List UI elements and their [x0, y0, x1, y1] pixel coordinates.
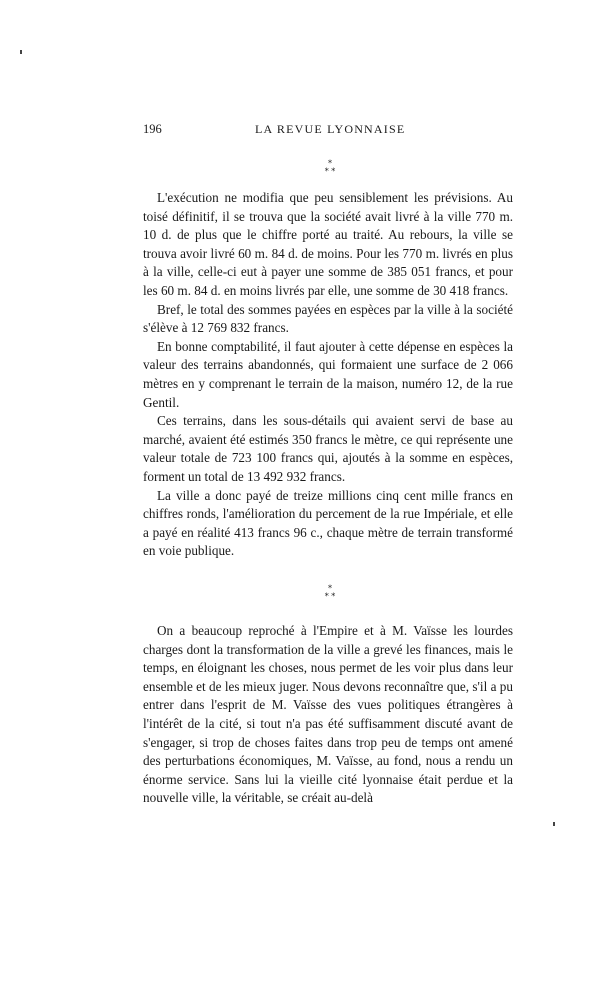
asterism-top: *: [328, 159, 332, 168]
section-separator-asterism: [300, 585, 360, 601]
print-speck: [20, 50, 22, 54]
asterism-top: *: [328, 584, 332, 593]
print-speck: [553, 822, 555, 826]
text-section-1: [143, 189, 513, 561]
paragraph: On a beaucoup reproché à l'Empire et à M. Vaïsse les lourdes charges dont la transformation de la ville a grevé les finances, mais le temps, en éloignant les choses, nous permet de les voir plus dans leur ensemble et de les mieux juger. Nous devons reconnaître que, s'il a pu entrer dans l'esprit de M. Vaïsse des vues politiques étrangères à l'intérêt de la cité, si tout n'a pas été suffisamment discuté avant de s'engager, si trop de choses faites dans trop peu de temps ont amené des perturbations économiques, M. Vaïsse, au fond, nous a rendu un énorme service. Sans lui la vieille cité lyonnaise était perdue et la nouvelle ville, la véritable, se créait au-delà: [143, 623, 513, 806]
text-section-2: [143, 622, 513, 808]
paragraph: Bref, le total des sommes payées en espèces par la ville à la société s'élève à 12 769 832 francs.: [143, 301, 513, 336]
journal-title: LA REVUE LYONNAISE: [255, 122, 406, 136]
asterism-bottom: * *: [324, 592, 336, 601]
paragraph: La ville a donc payé de treize millions cinq cent mille francs en chiffres ronds, l'amélioration du percement de la rue Impériale, et elle a payé en réalité 413 francs 96 c., chaque mètre de terrain transformé en voie publique.: [143, 487, 513, 559]
paragraph: En bonne comptabilité, il faut ajouter à cette dépense en espèces la valeur des terrains abandonnés, qui formaient une surface de 2 066 mètres en y comprenant le terrain de la maison, numéro 12, de la rue Gentil.: [143, 338, 513, 410]
running-head: [143, 122, 513, 140]
asterism-bottom: * *: [324, 167, 336, 176]
paragraph: L'exécution ne modifia que peu sensiblement les prévisions. Au toisé définitif, il se trouva que la société avait livré à la ville 770 m. 10 d. de plus que le chiffre porté au traité. Au rebours, la ville se trouva avoir livré 60 m. 84 d. de moins. Pour les 770 m. livrés en plus à la ville, celle-ci eut à payer une somme de 385 051 francs, et pour les 60 m. 84 d. en moins livrés par elle, une somme de 30 418 francs.: [143, 190, 513, 298]
section-separator-asterism: [300, 160, 360, 176]
paragraph: Ces terrains, dans les sous-détails qui avaient servi de base au marché, avaient été estimés 350 francs le mètre, ce qui représente une valeur totale de 723 100 francs qui, ajoutés à la somme en espèces, forment un total de 13 492 932 francs.: [143, 413, 513, 484]
page-number: 196: [143, 122, 162, 136]
